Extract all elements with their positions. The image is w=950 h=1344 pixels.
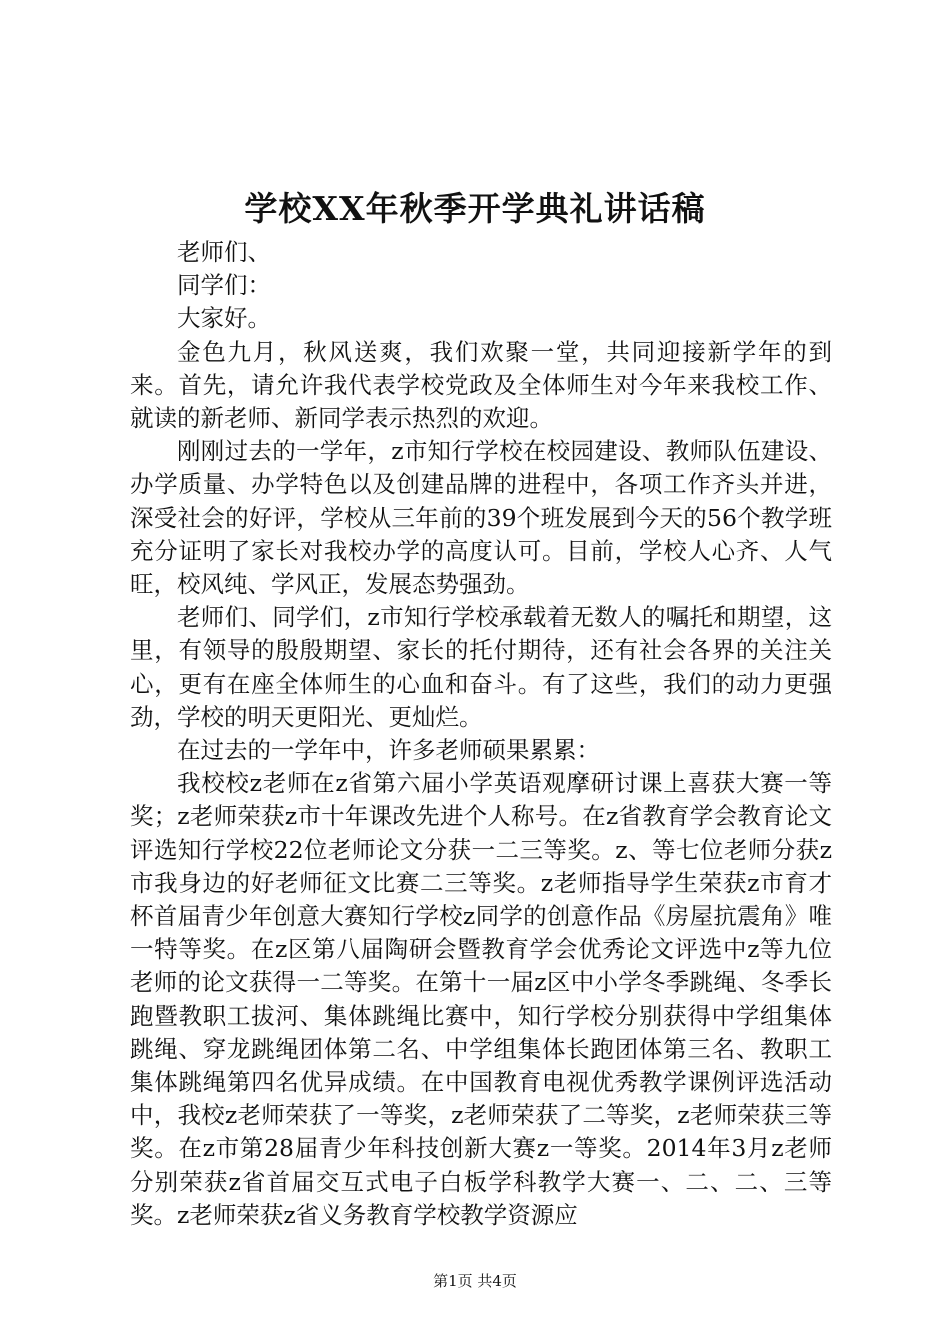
document-body — [130, 236, 832, 1232]
greeting: 大家好。 — [177, 304, 271, 333]
page-number-footer: 第1页 共4页 — [433, 1272, 517, 1290]
paragraph-achievements-intro: 在过去的一学年中，许多老师硕果累累： — [177, 736, 600, 765]
paragraph-achievements-list: 我校校z老师在z省第六届小学英语观摩研讨课上喜获大赛一等奖；z老师荣获z市十年课改先进个人称号。在z省教育学会教育论文评选知行学校22位老师论文分获一二三等奖。z、等七位老师分获z市我身边的好老师征文比赛二三等奖。z老师指导学生荣获z市育才杯首届青少年创意大赛知行学校z同学的创意作品《房屋抗震角》唯一特等奖。在z区第八届陶研会暨教育学会优秀论文评选中z等九位老师的论文获得一二等奖。在第十一届z区中小学冬季跳绳、冬季长跑暨教职工拔河、集体跳绳比赛中，知行学校分别获得中学组集体跳绳、穿龙跳绳团体第二名、中学组集体长跑团体第三名、教职工集体跳绳第四名优异成绩。在中国教育电视优秀教学课例评选活动中，我校z老师荣获了一等奖，z老师荣获了二等奖，z老师荣获三等奖。在z市第28届青少年科技创新大赛z一等奖。2014年3月z老师分别荣获z省首届交互式电子白板学科教学大赛一、二、二、三等奖。z老师荣获z省义务教育学校教学资源应 — [130, 769, 832, 1229]
paragraph-past-year: 刚刚过去的一学年，z市知行学校在校园建设、教师队伍建设、办学质量、办学特色以及创建品牌的进程中，各项工作齐头并进，深受社会的好评，学校从三年前的39个班发展到今天的56个教学班充分证明了家长对我校办学的高度认可。目前，学校人心齐、人气旺，校风纯、学风正，发展态势强劲。 — [130, 437, 832, 599]
paragraph-welcome: 金色九月，秋风送爽，我们欢聚一堂，共同迎接新学年的到来。首先，请允许我代表学校党政及全体师生对今年来我校工作、就读的新老师、新同学表示热烈的欢迎。 — [130, 337, 832, 433]
document-title: 学校XX年秋季开学典礼讲话稿 — [244, 189, 706, 228]
salutation-teachers: 老师们、 — [177, 238, 271, 266]
salutation-students: 同学们： — [177, 271, 271, 300]
paragraph-expectations: 老师们、同学们，z市知行学校承载着无数人的嘱托和期望，这里，有领导的殷殷期望、家长的托付期待，还有社会各界的关注关心，更有在座全体师生的心血和奋斗。有了这些，我们的动力更强劲，学校的明天更阳光、更灿烂。 — [130, 603, 832, 731]
